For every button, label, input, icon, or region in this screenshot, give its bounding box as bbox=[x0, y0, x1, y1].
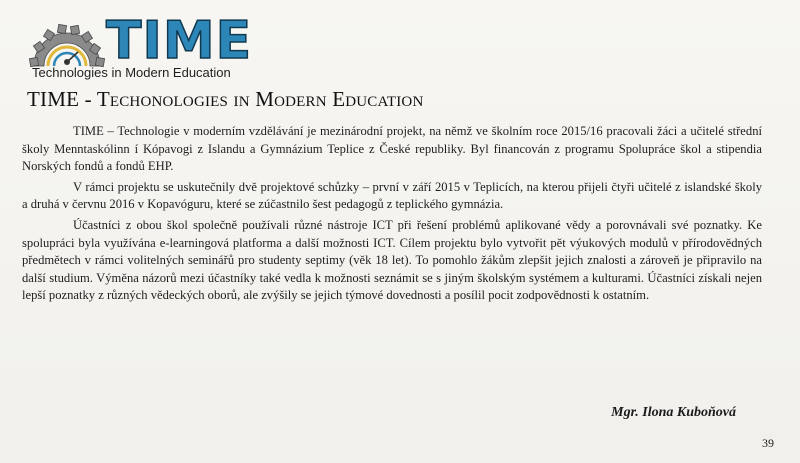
time-logo bbox=[26, 12, 276, 78]
page-title: TIME - Techonologies in Modern Education bbox=[27, 87, 424, 111]
logo-tagline: Technologies in Modern Education bbox=[32, 65, 231, 80]
page-number: 39 bbox=[762, 436, 774, 450]
author-signature: Mgr. Ilona Kuboňová bbox=[611, 405, 736, 420]
paragraph: TIME – Technologie v moderním vzdělávání je mezinárodní projekt, na němž ve školním roce 2015/16 pracovali žáci a učitelé střední školy Menntaskólinn í Kópavogi z Islandu a Gymnázium Teplice z České republiky. Byl financován z programu Spolupráce škol a stipendia Norských fondů a fondů EHP. bbox=[22, 124, 762, 174]
paragraph: Účastníci z obou škol společně používali různé nástroje ICT při řešení problémů aplikované vědy a porovnávali své poznatky. Ke spolupráci byla využívána e-learningová platforma a další možnosti ICT. Cílem projektu bylo vytvořit pět výukových modulů v přírodovědných předmětech v rámci volitelných seminářů pro studenty septimy (věk 18 let). To pomohlo žákům zlepšit jejich znalosti a zároveň je připravilo na další studium. Výměna názorů mezi účastníky také vedla k možnosti seznámit se s jiným školským systémem a kulturami. Účastníci získali nejen lepší poznatky z různých vědeckých oborů, ale zvýšily se jejich týmové dovednosti a posílil pocit zodpovědnosti k ostatním. bbox=[22, 217, 762, 303]
article-body bbox=[22, 123, 762, 308]
gear-icon bbox=[28, 16, 106, 68]
logo-wordmark: TIME bbox=[106, 11, 253, 71]
paragraph: V rámci projektu se uskutečnily dvě projektové schůzky – první v září 2015 v Teplicích, na kterou přijeli čtyři učitelé z islandské školy a druhá v červnu 2016 v Kopavóguru, které se zúčastnilo šest pedagogů z teplického gymnázia. bbox=[22, 179, 762, 212]
